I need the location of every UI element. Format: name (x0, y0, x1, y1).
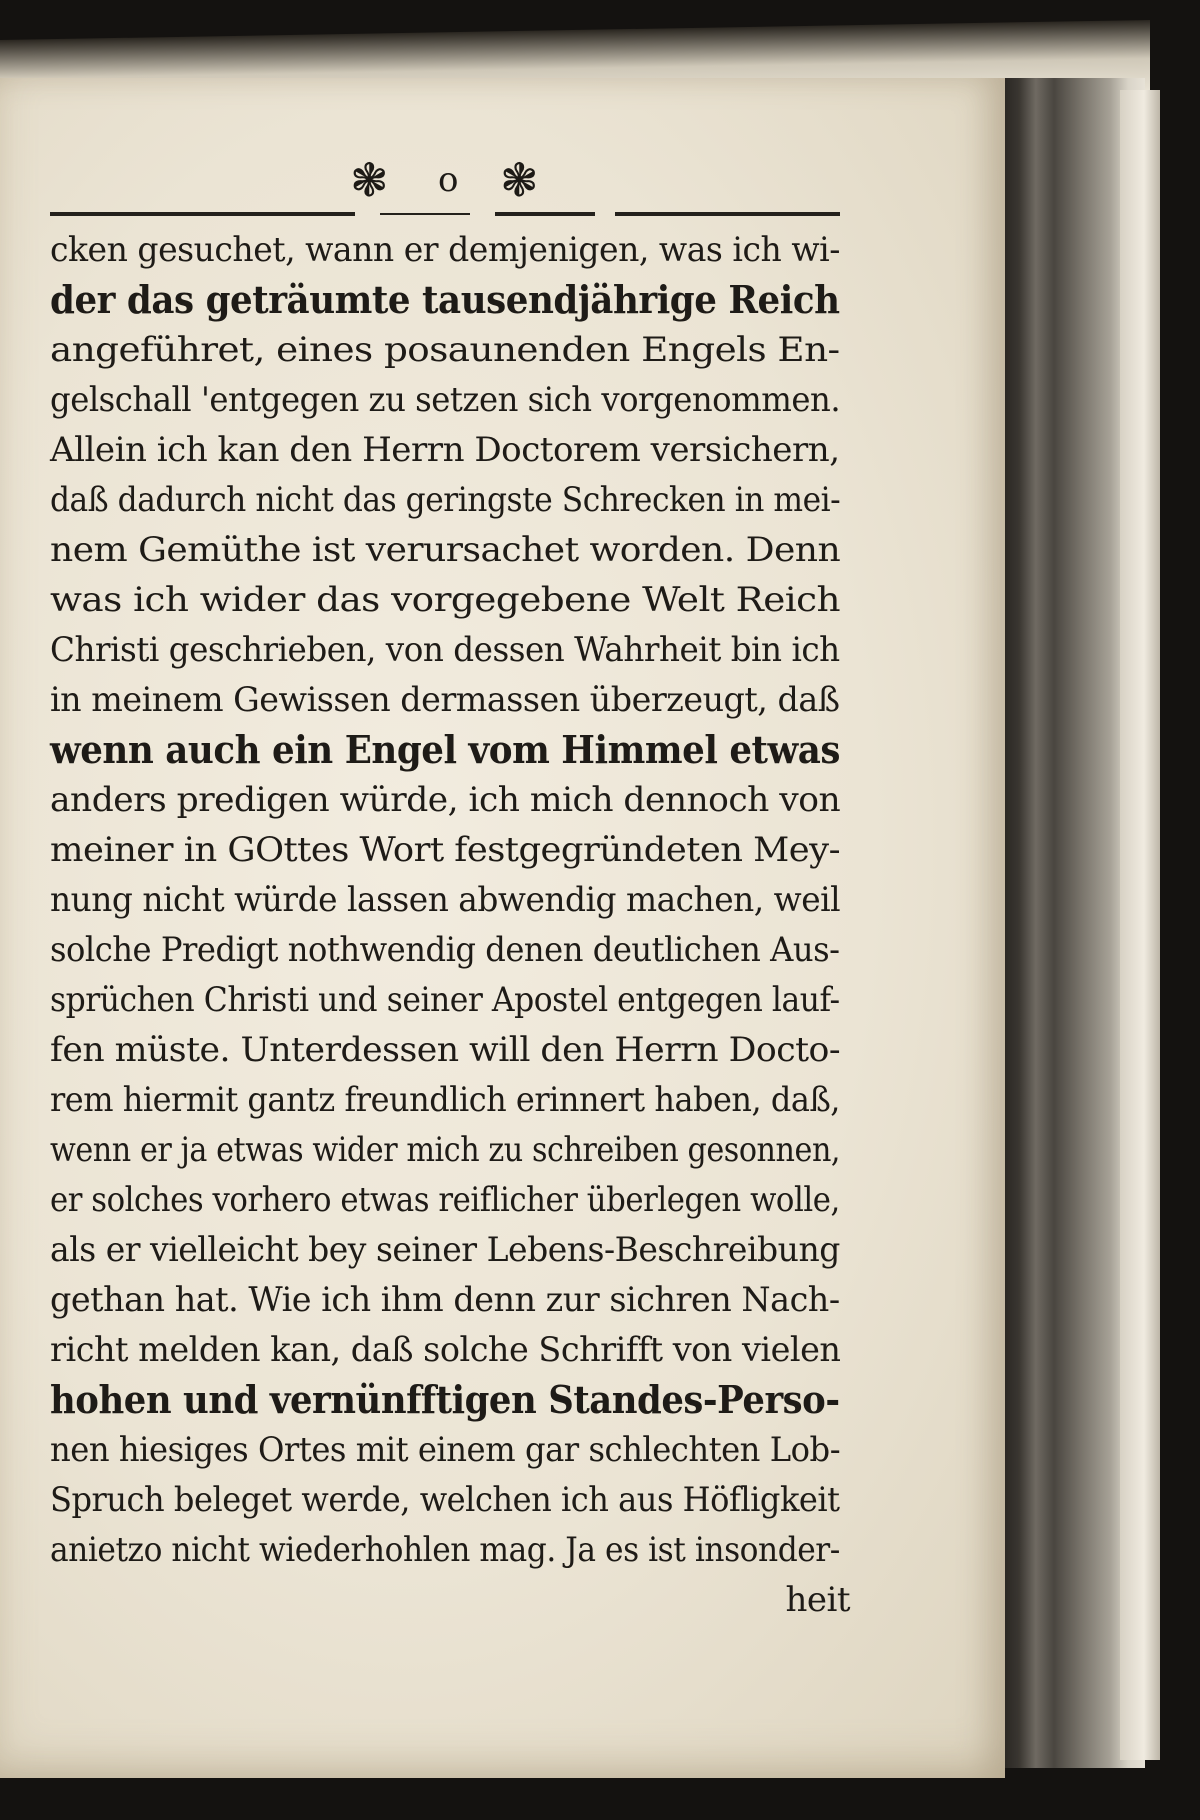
text-line: hohen und vernünfftigen Standes-Perso- (50, 1377, 840, 1422)
page-fore-edge (1120, 90, 1160, 1760)
text-line: was ich wider das vorgegebene Welt Reich (50, 580, 841, 620)
text-line: in meinem Gewissen dermassen überzeugt, daß (50, 680, 840, 720)
text-line: Christi geschrieben, von dessen Wahrheit bin ich (50, 630, 840, 670)
text-line: anietzo nicht wiederhohlen mag. Ja es ist insonder- (50, 1530, 840, 1570)
page-header (50, 150, 840, 220)
text-line: rem hiermit gantz freundlich erinnert haben, daß, (50, 1080, 840, 1120)
text-line: als er vielleicht bey seiner Lebens-Beschreibung (50, 1230, 840, 1270)
text-line: Allein ich kan den Herrn Doctorem versichern, (50, 430, 840, 470)
text-line: sprüchen Christi und seiner Apostel entgegen lauf- (50, 980, 840, 1020)
text-line: richt melden kan, daß solche Schrifft von vielen (50, 1330, 841, 1370)
text-line: solche Predigt nothwendig denen deutlichen Aus- (50, 930, 840, 970)
header-rule (50, 212, 355, 216)
floral-ornament-left-icon: ❃ (350, 153, 389, 207)
header-rule (380, 213, 470, 215)
text-line: der das geträumte tausendjährige Reich (50, 277, 840, 322)
text-line: wenn auch ein Engel vom Himmel etwas (50, 727, 841, 772)
text-line: nen hiesiges Ortes mit einem gar schlechten Lob- (50, 1430, 841, 1470)
text-line: gethan hat. Wie ich ihm denn zur sichren Nach- (50, 1280, 840, 1320)
text-line: anders predigen würde, ich mich dennoch von (50, 780, 841, 820)
text-line: er solches vorhero etwas reiflicher überlegen wolle, (50, 1180, 840, 1220)
text-line: Spruch beleget werde, welchen ich aus Höfligkeit (50, 1480, 840, 1520)
text-line: gelschall 'entgegen zu setzen sich vorgenommen. (50, 380, 841, 420)
text-line: fen müste. Unterdessen will den Herrn Docto- (50, 1030, 841, 1070)
page-marker: o (438, 160, 459, 200)
text-line: meiner in GOttes Wort festgegründeten Mey- (50, 830, 840, 870)
header-rule (615, 212, 840, 216)
text-line: daß dadurch nicht das geringste Schrecken in mei- (50, 480, 841, 520)
text-line: angeführet, eines posaunenden Engels En- (50, 330, 840, 370)
floral-ornament-right-icon: ❃ (500, 153, 539, 207)
text-line: wenn er ja etwas wider mich zu schreiben gesonnen, (50, 1130, 841, 1170)
text-line: cken gesuchet, wann er demjenigen, was ich wi- (50, 230, 840, 270)
header-rule (495, 212, 595, 216)
text-line: nung nicht würde lassen abwendig machen, weil (50, 880, 841, 920)
catchword: heit (785, 1580, 850, 1620)
text-line: nem Gemüthe ist verursachet worden. Denn (50, 530, 841, 570)
